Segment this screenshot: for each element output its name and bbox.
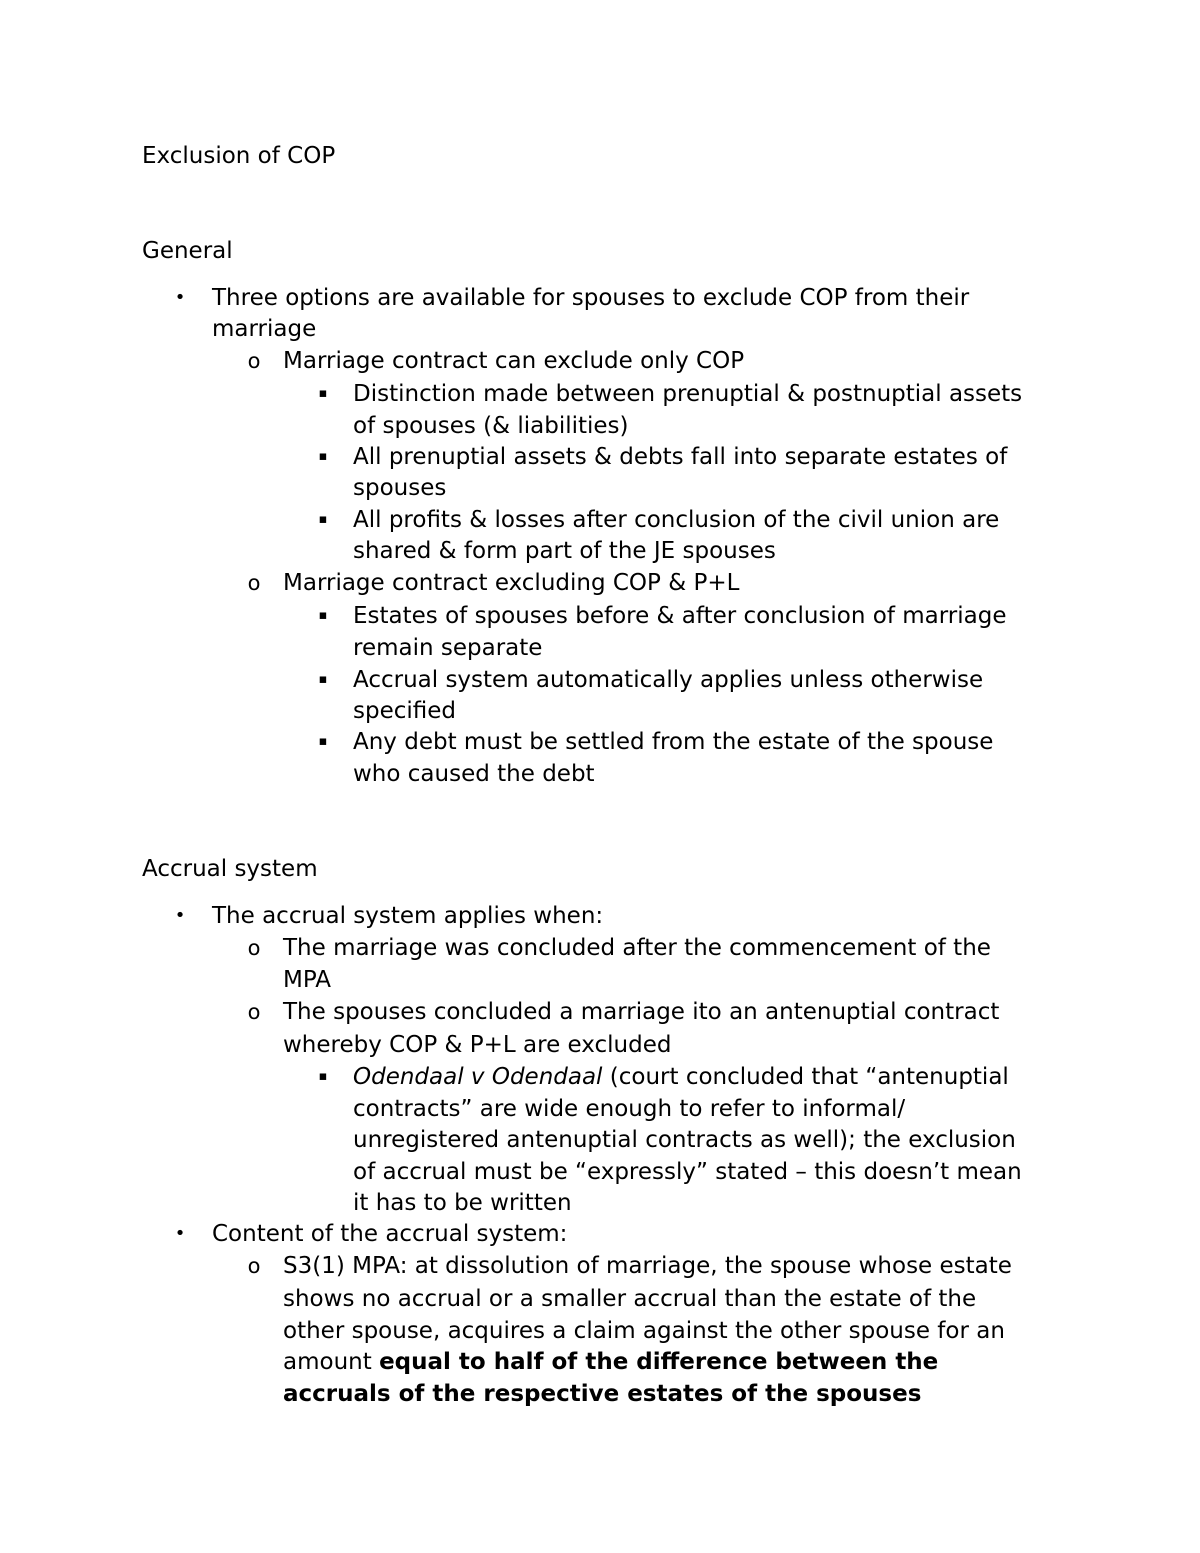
page-title: Exclusion of COP xyxy=(142,143,336,169)
list-item-text: shows no accrual or a smaller accrual than the estate of the xyxy=(283,1286,977,1312)
list-item-text: of accrual must be “expressly” stated – this doesn’t mean xyxy=(353,1159,1022,1185)
list-item-text: other spouse, acquires a claim against the other spouse for an xyxy=(283,1318,1005,1344)
list-item-text: spouses xyxy=(353,475,447,501)
bullet-square: ▪ xyxy=(318,734,328,749)
section-heading-accrual: Accrual system xyxy=(142,856,318,882)
list-item-text: contracts” are wide enough to refer to informal/ xyxy=(353,1096,906,1122)
bullet-disc: • xyxy=(174,287,186,308)
list-item-text: of spouses (& liabilities) xyxy=(353,413,629,439)
bullet-circle: o xyxy=(247,1000,261,1024)
list-item-text: S3(1) MPA: at dissolution of marriage, the spouse whose estate xyxy=(283,1253,1012,1279)
case-note-text: (court concluded that “antenuptial xyxy=(602,1064,1009,1090)
list-item-text: Marriage contract excluding COP & P+L xyxy=(283,570,740,596)
case-name: Odendaal v Odendaal xyxy=(353,1064,603,1090)
list-item-text: Any debt must be settled from the estate of the spouse xyxy=(353,729,994,755)
list-item-text xyxy=(283,1378,921,1410)
section-heading-general: General xyxy=(142,238,233,264)
bullet-circle: o xyxy=(247,1254,261,1278)
list-item-text: The marriage was concluded after the commencement of the xyxy=(283,935,991,961)
case-citation-line xyxy=(353,1061,1009,1093)
bullet-square: ▪ xyxy=(318,1069,328,1084)
list-item-text: All prenuptial assets & debts fall into separate estates of xyxy=(353,444,1008,470)
list-item-text: Estates of spouses before & after conclusion of marriage xyxy=(353,603,1007,629)
bullet-square: ▪ xyxy=(318,608,328,623)
list-item-text: who caused the debt xyxy=(353,761,595,787)
list-item-text: specified xyxy=(353,698,457,724)
list-item-text: The accrual system applies when: xyxy=(212,903,604,929)
plain-text: amount xyxy=(283,1349,380,1375)
list-item-text: Content of the accrual system: xyxy=(212,1221,568,1247)
list-item-text: whereby COP & P+L are excluded xyxy=(283,1032,672,1058)
bullet-square: ▪ xyxy=(318,512,328,527)
bullet-circle: o xyxy=(247,936,261,960)
bullet-circle: o xyxy=(247,571,261,595)
list-item-text: unregistered antenuptial contracts as well); the exclusion xyxy=(353,1127,1016,1153)
bullet-square: ▪ xyxy=(318,672,328,687)
list-item-text: MPA xyxy=(283,967,331,993)
bold-emphasis: equal to half of the difference between the xyxy=(379,1349,939,1375)
list-item-text: Marriage contract can exclude only COP xyxy=(283,348,745,374)
bullet-disc: • xyxy=(174,905,186,926)
list-item-text: Accrual system automatically applies unless otherwise xyxy=(353,667,984,693)
bullet-circle: o xyxy=(247,349,261,373)
list-item-text: All profits & losses after conclusion of the civil union are xyxy=(353,507,1000,533)
list-item-text: shared & form part of the JE spouses xyxy=(353,538,776,564)
bold-emphasis: accruals of the respective estates of the spouses xyxy=(283,1381,922,1407)
bullet-disc: • xyxy=(174,1223,186,1244)
list-item-text: remain separate xyxy=(353,635,543,661)
list-item-text: Three options are available for spouses to exclude COP from their xyxy=(212,285,970,311)
bullet-square: ▪ xyxy=(318,449,328,464)
list-item-text xyxy=(283,1346,938,1378)
list-item-text: Distinction made between prenuptial & postnuptial assets xyxy=(353,381,1023,407)
list-item-text: it has to be written xyxy=(353,1190,572,1216)
list-item-text: marriage xyxy=(212,316,317,342)
list-item-text: The spouses concluded a marriage ito an antenuptial contract xyxy=(283,999,1000,1025)
bullet-square: ▪ xyxy=(318,386,328,401)
